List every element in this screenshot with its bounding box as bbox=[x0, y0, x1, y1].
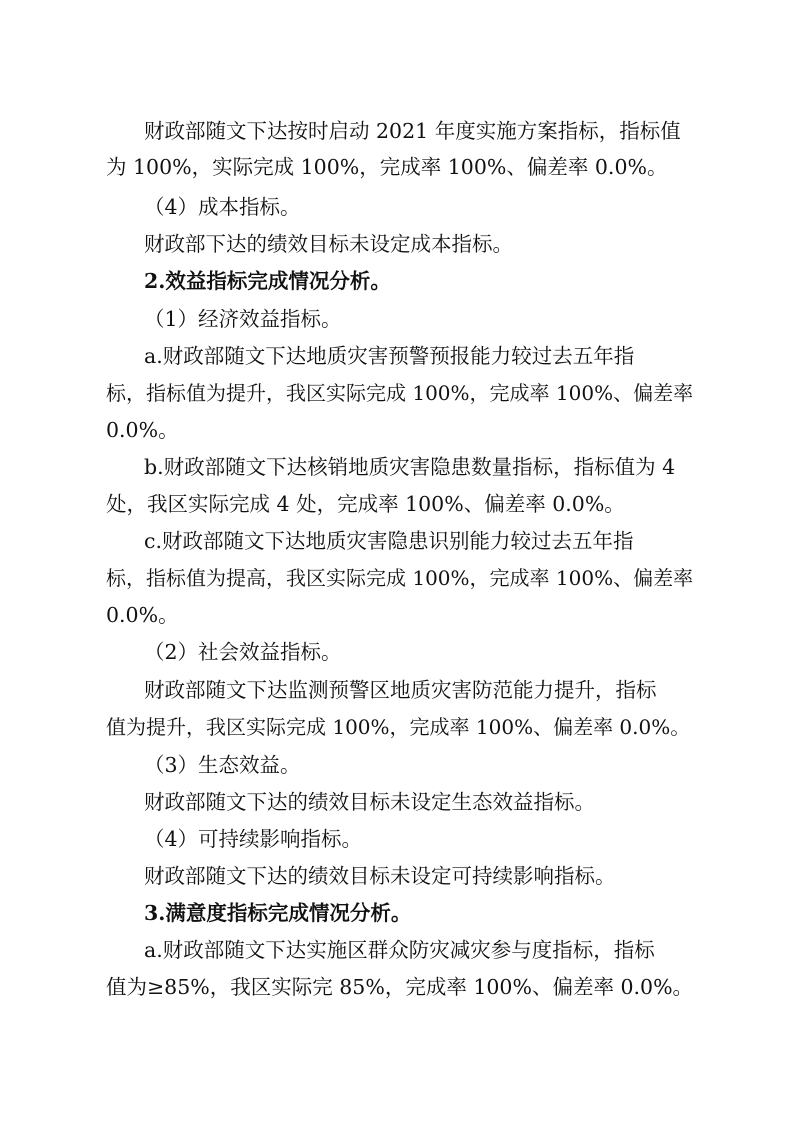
paragraph-line: 财政部随文下达按时启动 2021 年度实施方案指标，指标值 bbox=[144, 119, 681, 143]
paragraph-line: 财政部随文下达的绩效目标未设定可持续影响指标。 bbox=[144, 864, 616, 888]
paragraph-line: a.财政部随文下达实施区群众防灾减灾参与度指标，指标 bbox=[144, 938, 655, 962]
paragraph-line: b.财政部随文下达核销地质灾害隐患数量指标，指标值为 4 bbox=[144, 455, 676, 479]
subsection-title: （4）成本指标。 bbox=[144, 195, 301, 219]
section-heading: 2.效益指标完成情况分析。 bbox=[144, 269, 391, 293]
paragraph-line: 为 100%，实际完成 100%，完成率 100%、偏差率 0.0%。 bbox=[106, 155, 668, 179]
paragraph-line: 财政部下达的绩效目标未设定成本指标。 bbox=[144, 232, 513, 256]
paragraph-line: c.财政部随文下达地质灾害隐患识别能力较过去五年指 bbox=[144, 529, 634, 553]
paragraph-line: 值为提升，我区实际完成 100%，完成率 100%、偏差率 0.0%。 bbox=[106, 715, 691, 739]
paragraph-line: 财政部随文下达监测预警区地质灾害防范能力提升，指标 bbox=[144, 678, 657, 702]
paragraph-line: a.财政部随文下达地质灾害预警预报能力较过去五年指 bbox=[144, 344, 635, 368]
subsection-title: （2）社会效益指标。 bbox=[144, 640, 342, 664]
paragraph-line: 0.0%。 bbox=[106, 603, 179, 627]
paragraph-line: 处，我区实际完成 4 处，完成率 100%、偏差率 0.0%。 bbox=[106, 492, 625, 516]
subsection-title: （1）经济效益指标。 bbox=[144, 307, 342, 331]
section-heading: 3.满意度指标完成情况分析。 bbox=[144, 901, 412, 925]
paragraph-line: 标，指标值为提升，我区实际完成 100%，完成率 100%、偏差率 bbox=[106, 381, 694, 405]
subsection-title: （4）可持续影响指标。 bbox=[144, 827, 363, 851]
paragraph-line: 财政部随文下达的绩效目标未设定生态效益指标。 bbox=[144, 790, 595, 814]
subsection-title: （3）生态效益。 bbox=[144, 753, 301, 777]
paragraph-line: 值为≥85%，我区实际完 85%，完成率 100%、偏差率 0.0%。 bbox=[106, 975, 694, 999]
paragraph-line: 0.0%。 bbox=[106, 418, 179, 442]
paragraph-line: 标，指标值为提高，我区实际完成 100%，完成率 100%、偏差率 bbox=[106, 566, 694, 590]
